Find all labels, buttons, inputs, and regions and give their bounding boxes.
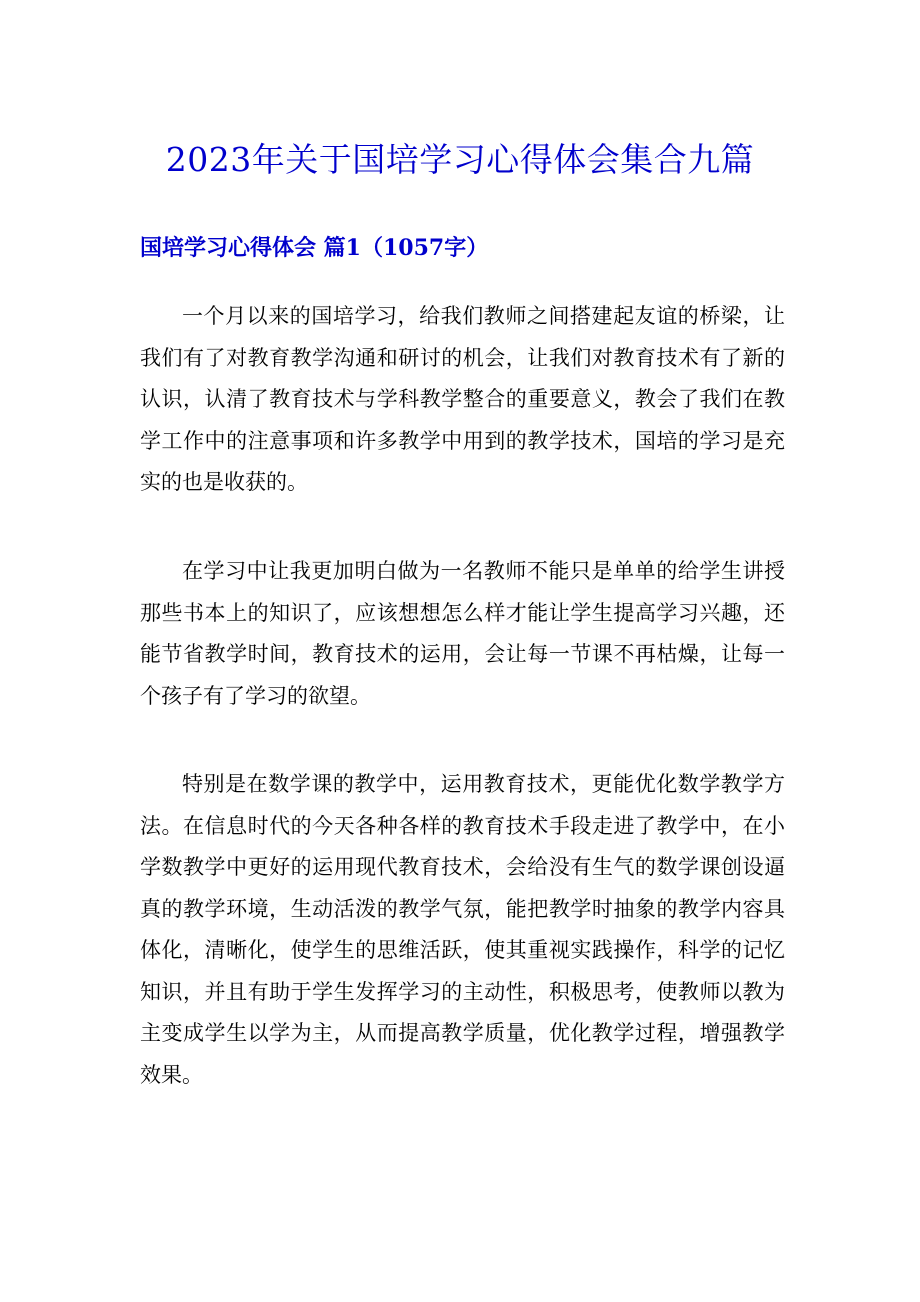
- document-title: 2023年关于国培学习心得体会集合九篇: [165, 140, 755, 179]
- section-heading: 国培学习心得体会 篇1（1057字）: [140, 235, 489, 261]
- paragraph-3: 特别是在数学课的教学中，运用教育技术，更能优化数学教学方法。在信息时代的今天各种各样的教育技术手段走进了教学中，在小学数教学中更好的运用现代教育技术，会给没有生气的数学课创设逼真的教学环境，生动活泼的教学气氛，能把教学时抽象的教学内容具体化，清晰化，使学生的思维活跃，使其重视实践操作，科学的记忆知识，并且有助于学生发挥学习的主动性，积极思考，使教师以教为主变成学生以学为主，从而提高教学质量，优化教学过程，增强教学效果。: [140, 772, 785, 1087]
- paragraph-1: 一个月以来的国培学习，给我们教师之间搭建起友谊的桥梁，让我们有了对教育教学沟通和研讨的机会，让我们对教育技术有了新的认识，认清了教育技术与学科教学整合的重要意义，教会了我们在教学工作中的注意事项和许多教学中用到的教学技术，国培的学习是充实的也是收获的。: [140, 304, 785, 494]
- paragraph-2: 在学习中让我更加明白做为一名教师不能只是单单的给学生讲授那些书本上的知识了，应该想想怎么样才能让学生提高学习兴趣，还能节省教学时间，教育技术的运用，会让每一节课不再枯燥，让每一个孩子有了学习的欲望。: [140, 559, 785, 708]
